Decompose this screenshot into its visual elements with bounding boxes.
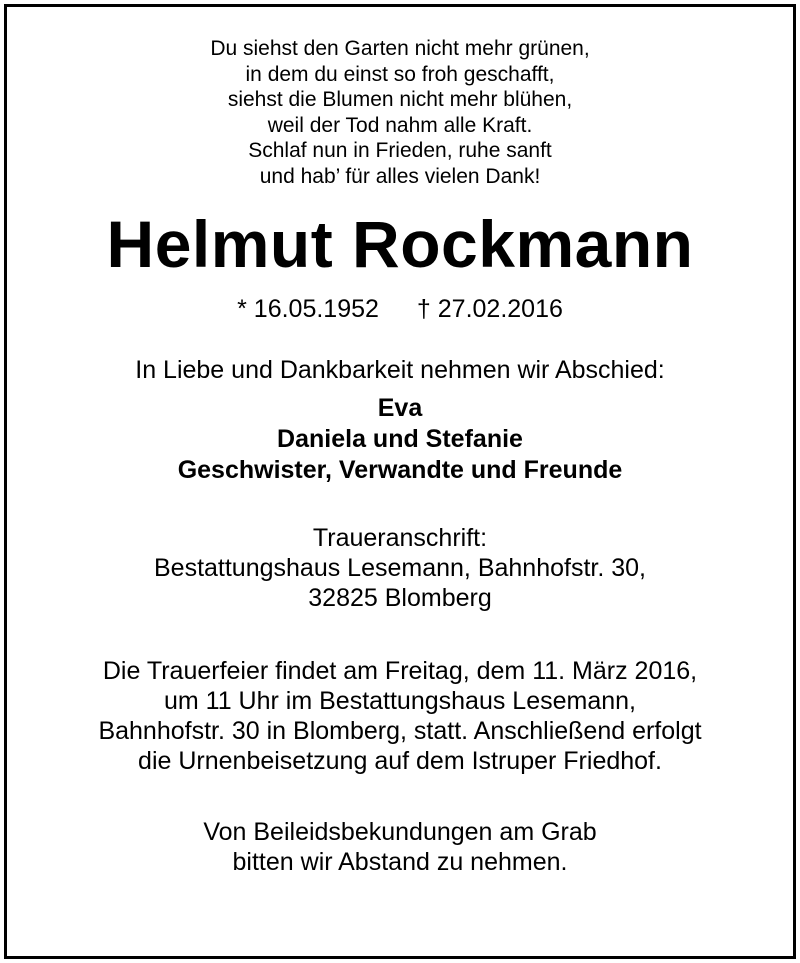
ceremony-line: Bahnhofstr. 30 in Blomberg, statt. Anschließend erfolgt [98,716,702,745]
birth-date: * 16.05.1952 [237,294,379,323]
closing-line: bitten wir Abstand zu nehmen. [232,847,568,876]
ceremony-line: die Urnenbeisetzung auf dem Istruper Friedhof. [138,746,662,775]
mourner: Geschwister, Verwandte und Freunde [177,455,623,484]
closing-line: Von Beileidsbekundungen am Grab [203,817,597,846]
ceremony-line: Die Trauerfeier findet am Freitag, dem 11. März 2016, [102,656,698,685]
ceremony-info [4,656,796,776]
poem-line: und hab’ für alles vielen Dank! [259,164,541,188]
address-line: Traueranschrift: [312,523,488,552]
address-line: Bestattungshaus Lesemann, Bahnhofstr. 30, [153,553,646,582]
closing-note [4,817,796,877]
mourner: Daniela und Stefanie [277,424,523,453]
poem-line: siehst die Blumen nicht mehr blühen, [227,88,573,112]
deceased-name: Helmut Rockmann [106,206,694,281]
poem-line: Schlaf nun in Frieden, ruhe sanft [248,139,552,163]
farewell-text: In Liebe und Dankbarkeit nehmen wir Abschied: [135,355,665,384]
poem-line: in dem du einst so froh geschafft, [245,62,555,86]
poem-line: Du siehst den Garten nicht mehr grünen, [210,37,590,60]
obituary-notice [4,4,796,877]
poem-line: weil der Tod nahm alle Kraft. [267,113,533,137]
address-line: 32825 Blomberg [308,583,492,612]
death-date: † 27.02.2016 [416,294,563,323]
mourner: Eva [377,393,423,422]
poem [4,36,796,190]
mourning-address [4,523,796,613]
ceremony-line: um 11 Uhr im Bestattungshaus Lesemann, [163,686,636,715]
mourners-list [4,393,796,486]
life-dates [4,294,796,324]
